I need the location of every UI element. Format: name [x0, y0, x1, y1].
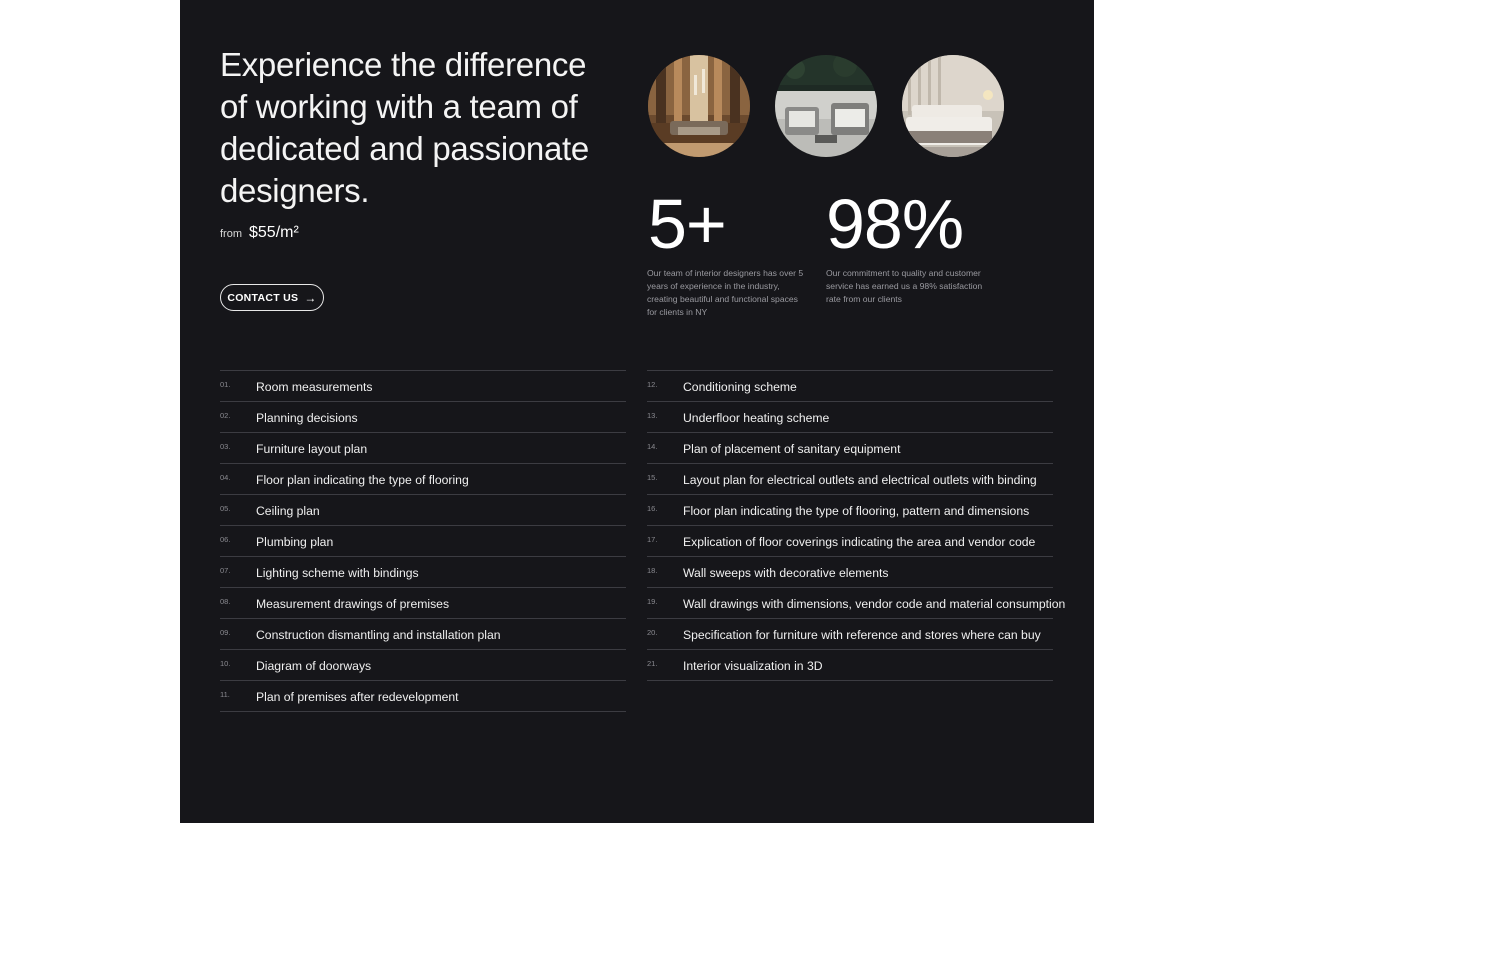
contact-us-label: CONTACT US: [227, 291, 299, 304]
stat-satisfaction-value: 98%: [826, 185, 964, 263]
list-item: [647, 370, 1053, 401]
list-item: [220, 556, 626, 587]
list-item-label: Layout plan for electrical outlets and electrical outlets with binding: [683, 473, 1037, 487]
list-item-label: Planning decisions: [256, 411, 358, 425]
list-item: [220, 618, 626, 649]
list-item-number: 18.: [647, 566, 658, 575]
list-item: [220, 401, 626, 432]
list-item-number: 14.: [647, 442, 658, 451]
list-item-label: Construction dismantling and installation plan: [256, 628, 501, 642]
list-item-label: Floor plan indicating the type of flooring, pattern and dimensions: [683, 504, 1030, 518]
list-item: [647, 525, 1053, 556]
list-item-label: Lighting scheme with bindings: [256, 566, 419, 580]
list-item-label: Floor plan indicating the type of flooring: [256, 473, 469, 487]
price-from-label: from: [220, 228, 242, 240]
list-item-number: 04.: [220, 473, 231, 482]
list-item-number: 07.: [220, 566, 231, 575]
list-item-number: 08.: [220, 597, 231, 606]
list-item-label: Room measurements: [256, 380, 373, 394]
arrow-right-icon: →: [304, 290, 317, 305]
list-item: [647, 618, 1053, 649]
living-room-photo: [648, 55, 750, 157]
list-item-number: 12.: [647, 380, 658, 389]
hero-headline: Experience the difference of working with a team of dedicated and passionate designers.: [220, 46, 589, 209]
list-item: [220, 587, 626, 618]
stat-satisfaction-description: Our commitment to quality and customer service has earned us a 98% satisfaction rate from our clients: [826, 268, 983, 304]
list-item-label: Plumbing plan: [256, 535, 334, 549]
list-item-number: 17.: [647, 535, 658, 544]
list-item-label: Underfloor heating scheme: [683, 411, 830, 425]
list-item-label: Interior visualization in 3D: [683, 659, 823, 673]
list-item: [647, 463, 1053, 494]
list-item-number: 06.: [220, 535, 231, 544]
list-item: [220, 525, 626, 556]
stat-years-value: 5+: [648, 185, 726, 263]
list-item: [647, 494, 1053, 525]
list-item-number: 20.: [647, 628, 658, 637]
list-item-label: Explication of floor coverings indicating the area and vendor code: [683, 535, 1036, 549]
list-item-number: 11.: [220, 690, 230, 699]
services-section: [180, 0, 1094, 823]
list-item-number: 02.: [220, 411, 231, 420]
list-item: [220, 463, 626, 494]
list-item-label: Wall sweeps with decorative elements: [683, 566, 889, 580]
list-item-number: 13.: [647, 411, 658, 420]
list-item: [220, 370, 626, 401]
stat-years-description: Our team of interior designers has over 5 years of experience in the industry, creating beautiful and functional spaces for clients in NY: [647, 268, 804, 317]
list-item: [220, 494, 626, 525]
list-item-label: Conditioning scheme: [683, 380, 797, 394]
list-item: [647, 556, 1053, 587]
list-item: [220, 680, 626, 712]
list-item-number: 19.: [647, 597, 658, 606]
list-item-number: 21.: [647, 659, 658, 668]
list-item-number: 05.: [220, 504, 231, 513]
price-value: $55/m²: [249, 224, 299, 241]
services-list-left: [220, 370, 626, 712]
list-item-label: Specification for furniture with reference and stores where can buy: [683, 628, 1041, 642]
list-item-label: Diagram of doorways: [256, 659, 372, 673]
list-item: [220, 649, 626, 680]
list-item: [647, 401, 1053, 432]
bedroom-photo: [902, 55, 1004, 157]
list-item-label: Furniture layout plan: [256, 442, 368, 456]
list-item-number: 15.: [647, 473, 658, 482]
list-item-number: 09.: [220, 628, 231, 637]
list-item: [647, 649, 1053, 681]
terrace-photo: [775, 55, 877, 157]
list-item-label: Ceiling plan: [256, 504, 320, 518]
list-item-label: Plan of placement of sanitary equipment: [683, 442, 901, 456]
price-block: [220, 224, 299, 242]
list-item: [647, 587, 1066, 618]
list-item-label: Measurement drawings of premises: [256, 597, 450, 611]
list-item-label: Plan of premises after redevelopment: [256, 690, 459, 704]
list-item-label: Wall drawings with dimensions, vendor code and material consumption: [683, 597, 1066, 611]
list-item-number: 10.: [220, 659, 231, 668]
list-item-number: 03.: [220, 442, 231, 451]
list-item: [220, 432, 626, 463]
contact-us-button[interactable]: [220, 284, 324, 311]
services-list-right: [647, 370, 1066, 681]
list-item-number: 01.: [220, 380, 231, 389]
list-item: [647, 432, 1053, 463]
list-item-number: 16.: [647, 504, 658, 513]
